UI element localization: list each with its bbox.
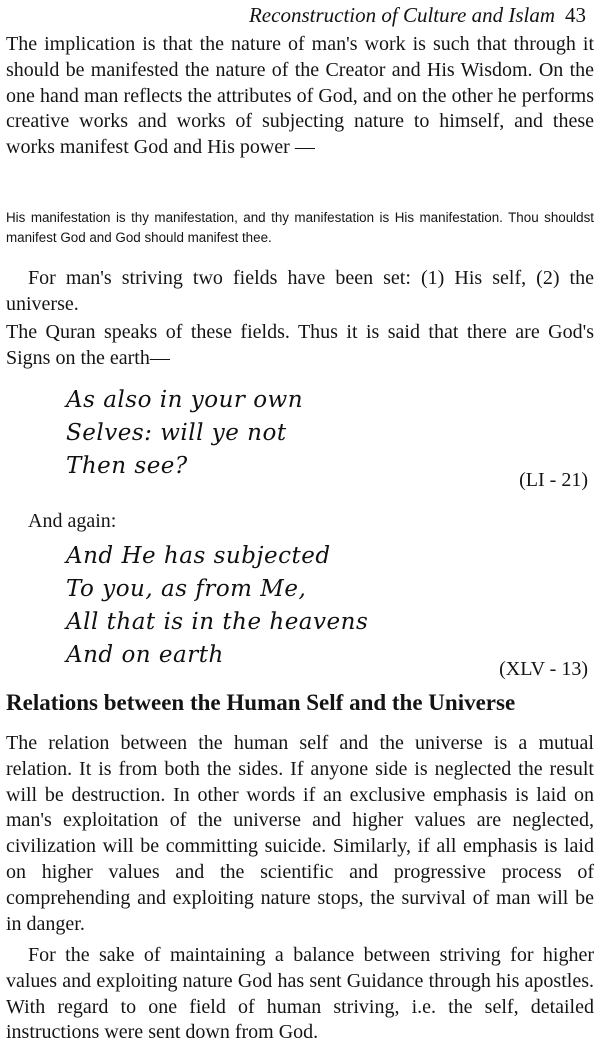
paragraph-balance: For the sake of maintaining a balance between striving for higher values and exploiting nature God has sent Guidance through his apostles. With regard to one field of human striving, i.e. the self, detailed instructions were sent down from God. (6, 944, 594, 1044)
running-header-title: Reconstruction of Culture and Islam (248, 3, 555, 27)
verse-2-line-1: And He has subjected (66, 543, 331, 569)
quoted-extract: His manifestation is thy manifestation, and thy manifestation is His manifestation. Thou shouldst manifest God and God should manifest thee. (6, 210, 594, 245)
verse-block-1 (66, 384, 303, 483)
paragraph-quran-fields: The Quran speaks of these fields. Thus it is said that there are God's Signs on the earth— (6, 321, 594, 369)
verse-1-line-2: Selves: will ye not (66, 420, 287, 446)
page-number: 43 (565, 3, 586, 27)
verse-2-line-4: And on earth (66, 642, 224, 668)
paragraph-and-again: And again: (28, 510, 117, 532)
paragraph-two-fields: For man's striving two fields have been set: (1) His self, (2) the universe. (6, 267, 594, 315)
verse-2-line-3: All that is in the heavens (66, 609, 369, 635)
verse-1-line-3: Then see? (66, 453, 188, 479)
paragraph-implication: The implication is that the nature of man's work is such that through it should be manifested the nature of the Creator and His Wisdom. On the one hand man reflects the attributes of God, and on the other he performs creative works and works of subjecting nature to himself, and these works manifest God and His power — (6, 33, 594, 159)
verse-2-reference: (XLV - 13) (499, 658, 588, 680)
verse-block-2 (66, 540, 368, 672)
running-header (249, 2, 586, 28)
verse-2-line-2: To you, as from Me, (66, 576, 307, 602)
paragraph-mutual-relation: The relation between the human self and the universe is a mutual relation. It is from both the sides. If anyone side is neglected the result will be destruction. In other words if an exclusive emphasis is laid on man's exploitation of the universe and higher values are neglected, civilization will be committing suicide. Similarly, if all emphasis is laid on higher values and the scientific and progressive process of comprehending and exploiting nature stops, the survival of man will be in danger. (6, 732, 594, 935)
verse-1-reference: (LI - 21) (519, 469, 588, 491)
section-heading: Relations between the Human Self and the Universe (6, 690, 516, 715)
verse-1-line-1: As also in your own (66, 387, 304, 413)
